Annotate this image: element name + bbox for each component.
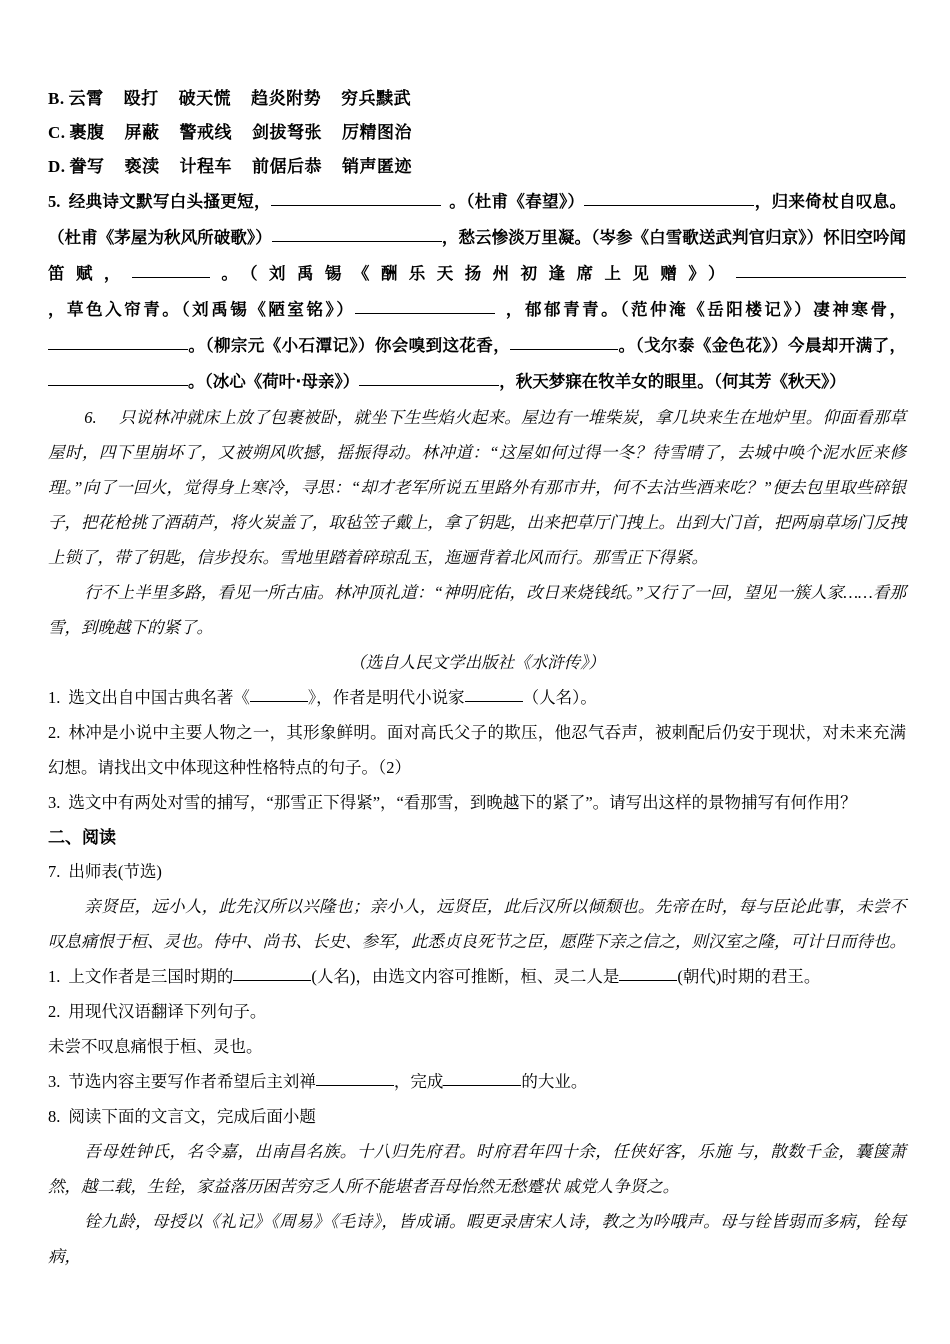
answer-blank[interactable] [316,1069,394,1086]
question-7-sub-2 [48,994,906,1029]
question-5-seg-a: 。（杜甫《春望》） [448,192,585,211]
question-5-seg-f: ，郁郁青青。（范仲淹《岳阳楼记》）凄神寒骨， [503,300,907,319]
sub-question-number: 2. [48,723,61,742]
sub-question-text: 用现代汉语翻译下列句子。 [68,1002,267,1021]
question-5-seg-j: ，秋天梦寐在牧羊女的眼里。（何其芳《秋天》） [499,372,846,391]
question-5-seg-b: ，归来倚杖自叹息。（杜甫《茅屋为秋风所破歌》） [48,192,907,247]
question-5-seg-h: 。（戈尔泰《金色花》）今晨却开满了， [618,336,907,355]
answer-blank[interactable] [272,225,442,242]
sub-question-text-b: 》，作者是明代小说家 [307,688,465,707]
choice-word: 亵渎 [124,157,160,177]
question-6-number: 6. [84,408,97,427]
question-5-seg-d: 。（刘禹锡《酬乐天扬州初逢席上见赠》） [209,264,737,283]
choice-word: 前倨后恭 [252,157,323,177]
question-5-seg-e: ，草色入帘青。（刘禹锡《陋室铭》） [48,300,356,319]
sub-question-text-a: 节选内容主要写作者希望后主刘禅 [68,1072,316,1091]
question-6-sub-1 [48,680,906,715]
answer-blank[interactable] [48,369,188,386]
choice-word: 计程车 [179,157,233,177]
choice-row-d[interactable] [48,150,906,184]
choice-word: 销声匿迹 [342,157,413,177]
question-7-sub-2-sentence: 未尝不叹息痛恨于桓、灵也。 [48,1037,263,1056]
answer-blank[interactable] [510,333,618,350]
question-7-sub-3 [48,1064,906,1099]
answer-blank[interactable] [736,261,906,278]
answer-blank[interactable] [443,1069,521,1086]
choice-word: 警戒线 [179,123,233,143]
question-6-source: （选自人民文学出版社《水浒传》） [349,653,605,672]
sub-question-text-c: (朝代)时期的君王。 [677,967,821,986]
choice-word: 云霄 [68,89,104,109]
sub-question-number: 1. [48,688,61,707]
question-6-paragraph-2: 行不上半里多路，看见一所古庙。林冲顶礼道：“神明庇佑，改日来烧钱纸。”又行了一回，望见一簇人家……看那雪，到晚越下的紧了。 [48,583,906,637]
sub-question-text-a: 选文出自中国古典名著《 [68,688,250,707]
choice-label-c: C. [48,123,66,142]
sub-question-text-b: ，完成 [393,1072,444,1091]
question-8-paragraph-1: 吾母姓钟氏，名令嘉，出南昌名族。十八归先府君。时府君年四十余，任侠好客，乐施 与，散数千金，囊箧萧然，越二载，生铨，家益落历困苦穷乏人所不能堪者吾母怡然无愁蹙状 戚党人争贤之。 [48,1142,906,1196]
section-heading-reading: 二、阅读 [48,828,116,848]
choice-label-d: D. [48,157,66,176]
question-5-seg-i: 。（冰心《荷叶·母亲》） [188,372,360,391]
choice-word: 厉精图治 [342,123,413,143]
answer-blank[interactable] [359,369,499,386]
question-5-seg-g: 。（柳宗元《小石潭记》）你会嗅到这花香， [188,336,511,355]
choice-row-c[interactable] [48,116,906,150]
question-8-prompt-row [48,1099,906,1134]
choice-word: 誊写 [69,157,105,177]
choice-word: 破天慌 [178,89,232,109]
sub-question-text-a: 上文作者是三国时期的 [68,967,234,986]
question-8-number: 8. [48,1107,61,1126]
page-content [48,82,906,1274]
question-8-paragraph-2: 铨九龄，母授以《礼记》《周易》《毛诗》，皆成诵。暇更录唐宋人诗，教之为吟哦声。母与铨皆弱而多病，铨每病， [48,1212,906,1266]
question-7-passage: 亲贤臣，远小人，此先汉所以兴隆也；亲小人，远贤臣，此后汉所以倾颓也。先帝在时，每与臣论此事，未尝不叹息痛恨于桓、灵也。侍中、尚书、长史、参军，此悉贞良死节之臣，愿陛下亲之信之，则汉室之隆，可计日而待也。 [48,897,906,951]
question-7-sub-1 [48,959,906,994]
sub-question-number: 3. [48,1072,61,1091]
question-6-sub-3 [48,785,906,820]
question-8-prompt: 阅读下面的文言文，完成后面小题 [68,1107,316,1126]
choice-word: 趋炎附势 [251,89,322,109]
choice-word: 穷兵黩武 [341,89,412,109]
choice-word: 殴打 [123,89,159,109]
answer-blank[interactable] [132,261,210,278]
question-5-lead: 经典诗文默写白头搔更短， [68,192,271,211]
sub-question-text: 选文中有两处对雪的捕写，“那雪正下得紧”，“看那雪，到晚越下的紧了”。请写出这样的景物捕写有何作用？ [68,793,857,812]
choice-row-b[interactable] [48,82,906,116]
choice-word: 裹腹 [69,123,105,143]
sub-question-text: 林冲是小说中主要人物之一，其形象鲜明。面对高氏父子的欺压，他忍气吞声，被刺配后仍安于现状，对未来充满幻想。请找出文中体现这种性格特点的句子。（2） [48,723,906,777]
answer-blank[interactable] [250,685,308,702]
answer-blank[interactable] [355,297,495,314]
sub-question-number: 1. [48,967,61,986]
sub-question-text-c: （人名）。 [522,688,597,707]
answer-blank[interactable] [48,333,188,350]
sub-question-text-b: (人名)，由选文内容可推断，桓、灵二人是 [311,967,620,986]
sub-question-number: 2. [48,1002,61,1021]
question-7-number: 7. [48,862,61,881]
question-6-sub-2 [48,715,906,785]
answer-blank[interactable] [619,964,677,981]
question-5-number: 5. [48,192,61,211]
choice-word: 剑拔弩张 [252,123,323,143]
answer-blank[interactable] [233,964,311,981]
sub-question-text-c: 的大业。 [521,1072,588,1091]
answer-blank[interactable] [271,189,441,206]
choice-label-b: B. [48,89,65,108]
choice-word: 屏蔽 [124,123,160,143]
sub-question-number: 3. [48,793,61,812]
question-6-paragraph-1 [48,400,906,575]
question-7-title-row [48,854,906,889]
question-5-seg-c: ，愁云惨淡万里凝。（岑参《白雪歌送武判官归京》）怀旧空吟闻笛赋， [48,228,907,283]
question-6-paragraph-1-text: 只说林冲就床上放了包裹被卧，就坐下生些焰火起来。屋边有一堆柴炭，拿几块来生在地炉里。仰面看那草屋时，四下里崩坏了，又被朔风吹撼，摇振得动。林冲道：“这屋如何过得一冬？待雪晴了，去城中唤个泥水匠来修理。”向了一回火，觉得身上寒冷，寻思：“却才老军所说五里路外有那市井，何不去沽些酒来吃？”便去包里取些碎银子，把花枪挑了酒葫芦，将火炭盖了，取毡笠子戴上，拿了钥匙，出来把草厅门拽上。出到大门首，把两扇草场门反拽上锁了，带了钥匙，信步投东。雪地里踏着碎琼乱玉，迤逦背着北风而行。那雪正下得紧。 [48,408,906,567]
question-5 [48,184,906,400]
question-7-title: 出师表(节选) [68,862,162,881]
answer-blank[interactable] [465,685,523,702]
answer-blank[interactable] [584,189,754,206]
